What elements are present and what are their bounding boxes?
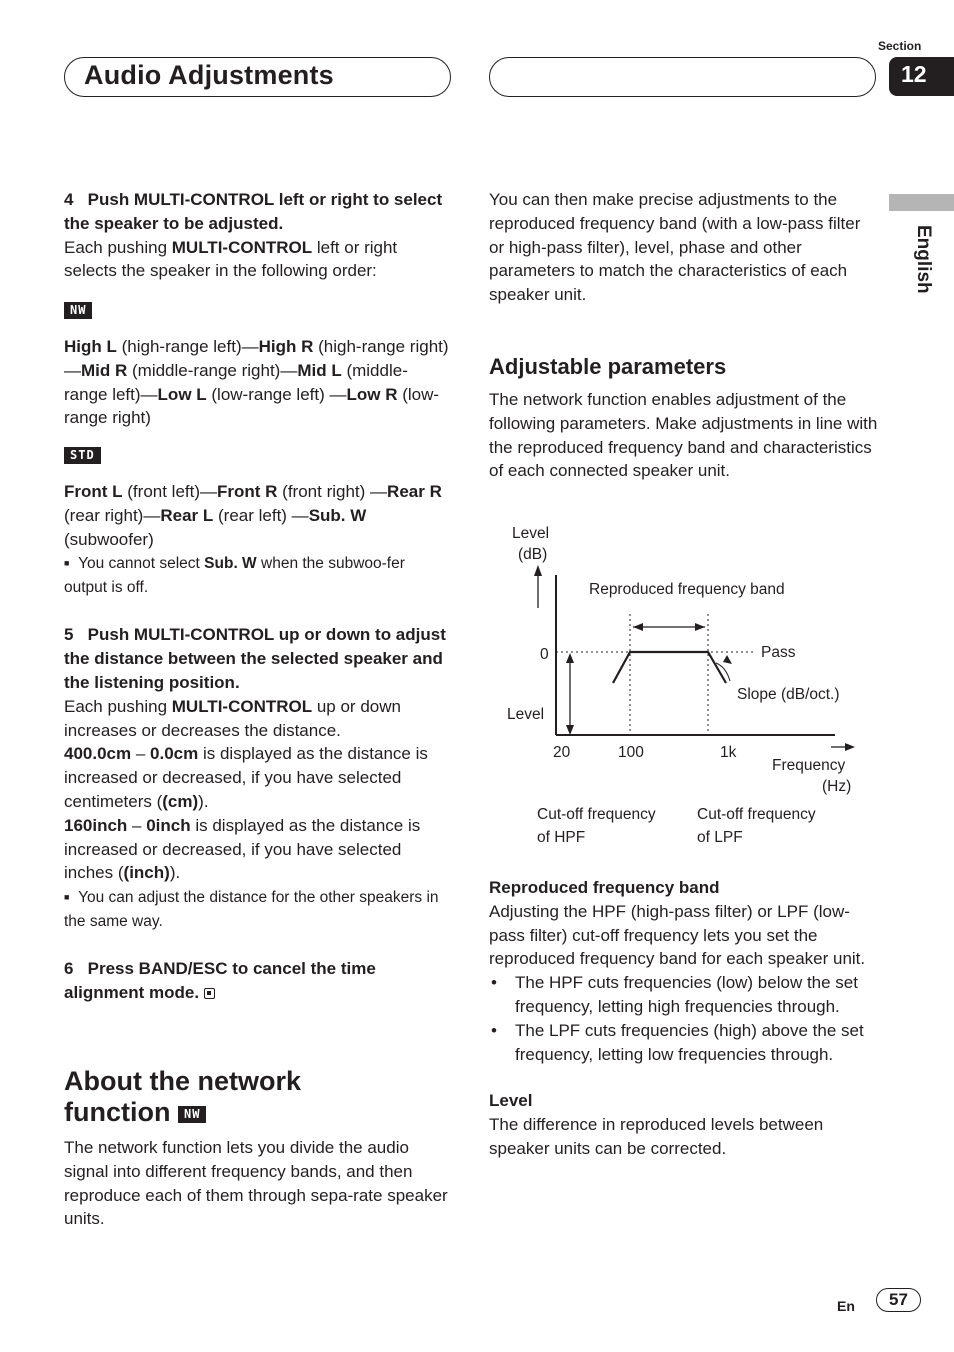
frequency-response-diagram [489,515,869,855]
nw-order-2-text: (middle-range right)— [127,360,298,380]
inch-end: ). [169,863,181,883]
left-column [64,188,450,1005]
right-lower-column [489,876,877,1161]
step-5-title [64,623,450,694]
step-5-note-text: You can adjust the distance for the other speakers in the same way. [64,889,439,931]
band-heading: Reproduced frequency band [489,878,720,897]
adjustable-parameters-body: The network function enables adjustment of the following parameters. Make adjustments in line with the reproduced frequency band and characteristics of each connected speaker unit. [489,390,878,481]
std-order-3-text: (rear left) — [213,505,309,525]
note-square-icon: ■ [64,892,70,903]
level-arrow-down-icon [566,725,574,735]
diagram-frequency-label-1: Frequency [772,757,846,774]
level-heading: Level [489,1091,533,1111]
band-arrow-right-icon [695,623,705,631]
x-tick-100: 100 [618,744,644,761]
step-5-body [64,695,450,743]
step-5-number: 5 [64,625,74,645]
cm-min: 0.0cm [150,744,199,764]
step-6-text: Press BAND/ESC to cancel the time alignment mode. [64,959,376,1002]
inch-unit: (inch) [123,863,170,883]
about-heading-line1: About the network [64,1066,301,1096]
step-6-number: 6 [64,959,74,979]
inch-min: 0inch [146,815,191,835]
cm-text: is displayed as the distance is increased or decreased, if you have selected centimeters ( [64,744,428,811]
step-4-note-bold: Sub. W [204,555,257,573]
right-intro: You can then make precise adjustments to the reproduced frequency band (with a low-pass filter or high-pass filter), level, phase and other parameters to match the characteristics of each speaker unit. [489,190,861,305]
diagram-frequency-label-2: (Hz) [822,778,852,795]
about-nw-badge: NW [178,1106,206,1123]
nw-order-0-text: (high-range left)— [116,336,259,356]
nw-order-4-text: (low-range left) — [206,384,347,404]
cm-dash: – [131,744,151,764]
inch-text: is displayed as the distance is increased or decreased, if you have selected inches ( [64,815,421,883]
step-5-body-bold: MULTI-CONTROL [171,696,313,716]
nw-order-5-text: (low-range right) [64,384,440,428]
nw-order-3-bold: Mid L [297,360,342,380]
cm-end: ). [198,791,209,811]
hpf-label-2: of HPF [537,829,586,846]
adjustable-parameters-heading: Adjustable parameters [489,354,727,379]
header-blank-frame [489,57,876,97]
step-4-note [64,551,450,600]
step-5-body-pre: Each pushing [64,696,172,716]
response-curve [613,652,726,683]
list-item: • The HPF cuts frequencies (low) below the set frequency, letting high frequencies through. [489,971,877,1019]
end-mark-icon [204,988,215,999]
note-square-icon: ■ [64,558,70,569]
nw-order-4-bold: Low L [157,384,207,404]
nw-order-2-bold: Mid R [81,360,128,380]
step-5-inch [64,814,450,885]
inch-dash: – [127,815,147,835]
level-arrow-up-icon [566,653,574,663]
std-order-1-text: (front right) — [277,481,388,501]
std-badge: STD [64,447,101,464]
step-5-body-post: up or down increases or decreases the distance. [64,696,401,740]
y-axis-arrowhead-icon [534,565,542,576]
std-speaker-order [64,480,450,551]
hpf-label-1: Cut-off frequency [537,806,656,823]
diagram-level-db-label-2: (dB) [518,546,548,563]
std-order-0-bold: Front L [64,481,123,501]
slope-arrowhead-icon [723,655,732,664]
cm-max: 400.0cm [64,744,132,764]
diagram-zero-label: 0 [540,646,549,663]
lpf-label-2: of LPF [697,829,743,846]
band-arrow-left-icon [633,623,643,631]
std-order-4-text: (subwoofer) [64,529,154,549]
std-order-3-bold: Rear L [160,505,214,525]
step-4-title [64,188,450,236]
step-4-note-pre: You cannot select [78,555,205,573]
step-5-text: Push MULTI-CONTROL up or down to adjust the distance between the selected speaker and the listening position. [64,625,446,692]
nw-order-1-bold: High R [258,336,314,356]
band-bullet-list [489,971,877,1066]
step-4-note-post: when the subwoo-fer output is off. [64,555,405,597]
std-order-2-text: (rear right)— [64,505,161,525]
step-5-note [64,885,450,934]
x-tick-20: 20 [553,744,571,761]
diagram-level-label: Level [507,706,545,723]
x-tick-1k: 1k [720,744,737,761]
language-label: English [913,225,934,294]
step-4-body-post: left or right selects the speaker in the following order: [64,237,398,281]
about-heading-line2: function [64,1097,171,1127]
inch-max: 160inch [64,815,128,835]
cm-unit: (cm) [162,791,199,811]
page-number: 57 [876,1288,921,1312]
language-tab [889,194,954,211]
step-6-title [64,957,450,1005]
nw-order-0-bold: High L [64,336,117,356]
step-4-body [64,236,450,284]
std-order-4-bold: Sub. W [308,505,367,525]
step-4-number: 4 [64,190,74,209]
footer-language: En [837,1298,855,1314]
std-order-1-bold: Front R [217,481,278,501]
nw-speaker-order [64,335,450,430]
step-5-cm [64,742,450,813]
std-order-2-bold: Rear R [387,481,442,501]
about-network-body: The network function lets you divide the audio signal into different frequency bands, and then reproduce each of them through sepa-rate speaker units. [64,1138,448,1229]
level-body: The difference in reproduced levels between speaker units can be corrected. [489,1115,824,1158]
nw-order-1-text: (high-range right)— [64,336,449,380]
step-4-body-pre: Each pushing [64,237,172,257]
diagram-band-label: Reproduced frequency band [589,581,785,598]
std-order-0-text: (front left)— [122,481,218,501]
about-network-heading [64,1066,450,1128]
step-4-text: Push MULTI-CONTROL left or right to select the speaker to be adjusted. [64,190,443,233]
step-4-body-bold: MULTI-CONTROL [171,237,313,257]
diagram-slope-label: Slope (dB/oct.) [737,686,840,703]
x-axis-arrowhead-icon [845,743,855,751]
nw-badge: NW [64,302,92,319]
lpf-label-1: Cut-off frequency [697,806,816,823]
nw-order-5-bold: Low R [346,384,398,404]
section-number: 12 [889,57,954,96]
diagram-pass-label: Pass [761,644,796,661]
diagram-level-db-label-1: Level [512,525,550,542]
section-label: Section [878,39,922,53]
list-item: • The LPF cuts frequencies (high) above the set frequency, letting low frequencies through. [489,1019,877,1067]
page-title: Audio Adjustments [84,60,334,90]
nw-order-3-text: (middle-range left)— [64,360,408,404]
band-body: Adjusting the HPF (high-pass filter) or LPF (low-pass filter) cut-off frequency lets you set the reproduced frequency band for each speaker unit. [489,901,866,969]
